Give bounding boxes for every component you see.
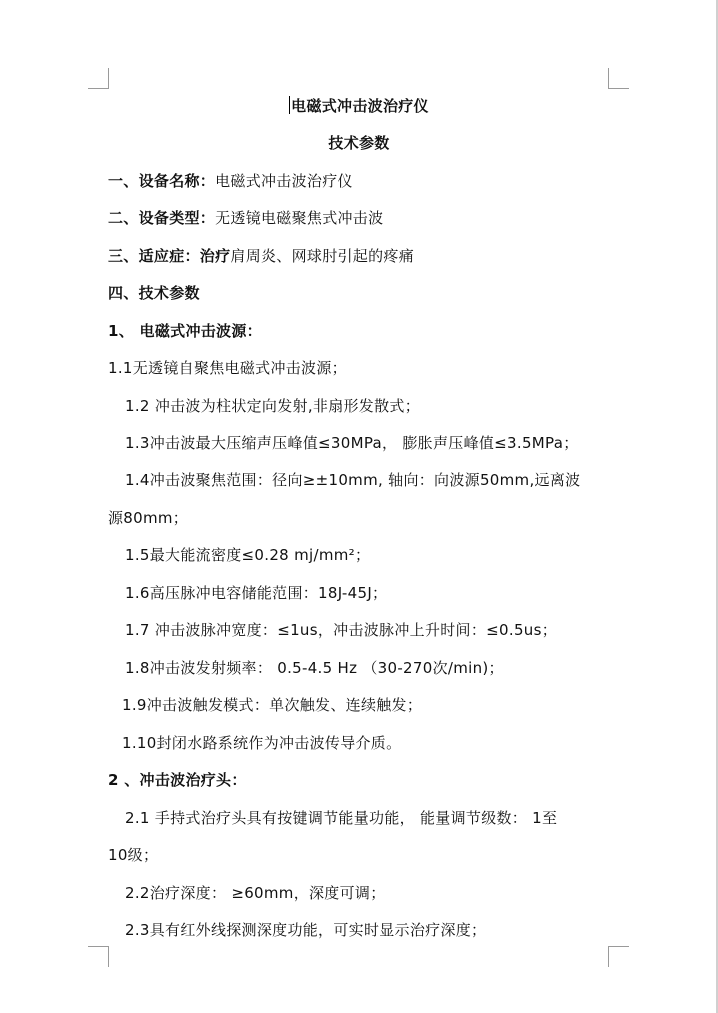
param-1-9: 1.9冲击波触发模式：单次触发、连续触发； [122, 696, 423, 714]
document-subtitle: 技术参数 [328, 134, 390, 152]
page-corner-top-left [88, 68, 109, 89]
param-1-1: 1.1无透镜自聚焦电磁式冲击波源； [108, 359, 347, 377]
heading-shockwave-source: 1、 电磁式冲击波源： [108, 322, 262, 340]
section-device-name [108, 171, 353, 191]
param-1-2: 1.2 冲击波为柱状定向发射,非扇形发散式； [125, 397, 420, 415]
section-value: 无透镜电磁聚焦式冲击波 [215, 209, 384, 227]
section-device-type [108, 208, 383, 228]
param-1-6: 1.6高压脉冲电容储能范围：18J-45J； [125, 584, 388, 602]
page-corner-top-right [608, 68, 629, 89]
param-1-5: 1.5最大能流密度≤0.28 mj/mm²； [125, 546, 371, 564]
section-indications [108, 246, 414, 266]
document-title[interactable]: 电磁式冲击波治疗仪 [291, 97, 429, 115]
heading-treatment-head: 2 、冲击波治疗头： [108, 771, 247, 789]
param-2-3: 2.3具有红外线探测深度功能，可实时显示治疗深度； [125, 921, 487, 939]
section-label: 三、适应症：治疗 [108, 247, 231, 265]
page-corner-bottom-right [608, 946, 629, 967]
param-1-10: 1.10封闭水路系统作为冲击波传导介质。 [122, 734, 402, 752]
param-1-7: 1.7 冲击波脉冲宽度：≤1us，冲击波脉冲上升时间：≤0.5us； [125, 621, 558, 639]
param-1-3: 1.3冲击波最大压缩声压峰值≤30MPa， 膨胀声压峰值≤3.5MPa； [125, 434, 579, 452]
param-2-2: 2.2治疗深度： ≥60mm，深度可调； [125, 884, 386, 902]
section-value: 电磁式冲击波治疗仪 [215, 172, 353, 190]
param-1-4-line2: 源80mm； [108, 509, 189, 527]
param-1-4-line1: 1.4冲击波聚焦范围：径向≥±10mm, 轴向：向波源50mm,远离波 [125, 471, 581, 489]
param-2-1-line2: 10级； [108, 846, 159, 864]
param-1-8: 1.8冲击波发射频率： 0.5-4.5 Hz （30-270次/min)； [125, 659, 504, 677]
param-2-1-line1: 2.1 手持式治疗头具有按键调节能量功能， 能量调节级数： 1至 [125, 809, 558, 827]
page-corner-bottom-left [88, 946, 109, 967]
section-tech-params: 四、技术参数 [108, 284, 200, 302]
section-label: 二、设备类型： [108, 209, 216, 227]
section-value: 肩周炎、网球肘引起的疼痛 [230, 247, 415, 265]
section-label: 一、设备名称： [108, 172, 216, 190]
text-cursor [289, 96, 290, 114]
